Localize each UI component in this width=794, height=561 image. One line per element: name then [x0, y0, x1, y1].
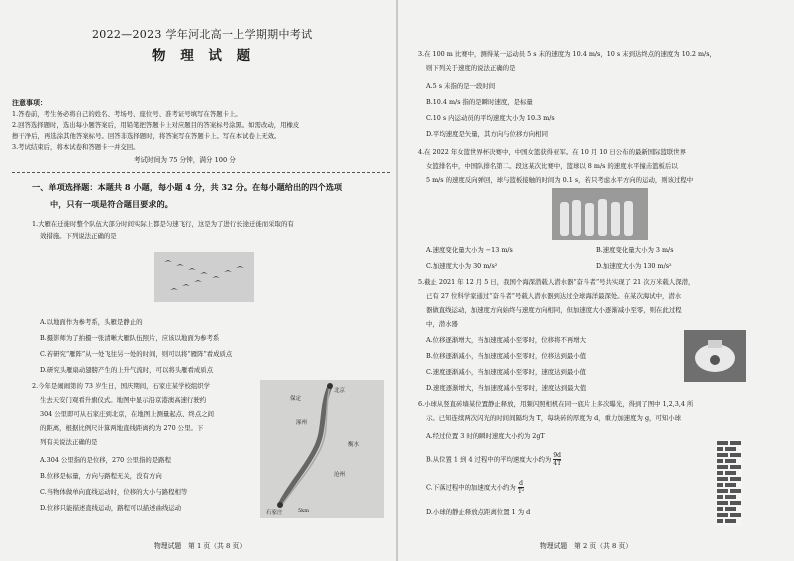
note-line: 擦干净后，再选涂其他答案标号。回答非选择题时，将答案写在答题卡上。写在本试卷上无效。	[12, 132, 281, 140]
q4-option-c: C.加速度大小为 30 m/s²	[426, 262, 498, 270]
question-5-line: 已有 27 位科学家通过“奋斗者”号载人潜水器到达过全球海洋最深处。在某次海试中，潜水	[426, 292, 682, 300]
page-2	[400, 0, 790, 561]
q6-option-b	[426, 452, 561, 467]
question-2: 2.今年是闹闹第的 73 岁生日，国庆期间，石家庄某学校组织学	[32, 382, 211, 390]
q6-option-b-fraction	[553, 452, 561, 467]
page-fold	[396, 0, 398, 561]
fraction-denominator: T²	[517, 488, 525, 495]
question-6-cont: 示。已知连续两次闪光的时间间隔均为 T，每块砖的厚度为 d，重力加速度为 g，可知小球	[426, 414, 681, 422]
map-label-shijiazhuang: 石家庄	[266, 510, 283, 516]
q1-option-c: C.若研究“雁阵”从一处飞往另一处的时间，则可以将“雁阵”看成质点	[40, 350, 233, 358]
q2-option-b: B.位移是标量，方向与路程无关，没有方向	[40, 472, 162, 480]
q6-option-a: A.经过位置 3 时的瞬时速度大小约为 2gT	[426, 432, 545, 440]
q1-option-a: A.以地面作为参考系，头雁是静止的	[40, 318, 143, 326]
question-2-line: 列有关说法正确的是	[40, 438, 98, 446]
route-map	[260, 380, 384, 518]
notes-heading: 注意事项：	[12, 98, 47, 107]
map-label-hengshui: 衡水	[348, 442, 360, 448]
question-5-line: 中，潜水器	[426, 320, 458, 328]
question-4-line: 5 m/s 的速度反向弹回，球与篮板接触的时间为 0.1 s，若只考虑水平方向的运动，则该过程中	[426, 176, 694, 184]
page-footer-1: 物理试题 第 1 页（共 8 页）	[154, 542, 247, 550]
geese-flock	[164, 260, 244, 290]
end-point-icon	[277, 502, 283, 508]
submersible-image	[684, 330, 746, 382]
wild-geese-image	[154, 252, 254, 302]
question-1: 1.大雁在迁徙时整个队伍大部分时间实际上都是匀速飞行，这是为了进行长途迁徙而采取的有	[32, 220, 294, 228]
basketball-team-image	[552, 188, 648, 240]
q3-option-b: B.10.4 m/s 指的是瞬时速度，是标量	[426, 98, 533, 106]
question-3: 3.在 100 m 比赛中，测得某一运动员 5 s 末的速度为 10.4 m/s，10 s 末到达终点的速度为 10.2 m/s，	[418, 50, 716, 58]
q5-option-c: C.速度逐渐减小，当加速度减小至零时，速度达到最小值	[426, 368, 587, 376]
section-heading: 一、单项选择题：本题共 8 小题，每小题 4 分，共 32 分。在每小题给出的四个选项	[32, 182, 343, 192]
q6-option-c-text: C.下落过程中的加速度大小约为	[426, 483, 516, 492]
q1-option-d: D.研究头雁扇动翅膀产生的上升气流时，可以将头雁看成质点	[40, 366, 214, 374]
q4-option-d: D.加速度大小为 130 m/s²	[596, 262, 672, 270]
q2-option-d: D.位移只能描述直线运动，路程可以描述曲线运动	[40, 504, 182, 512]
q6-option-c	[426, 480, 524, 495]
q3-option-a: A.5 s 末指的是一段时间	[426, 82, 496, 90]
map-label-zhuozhou: 涿州	[296, 420, 308, 426]
question-6: 6.小球从竖直砖墙某位置静止释放，用频闪照相机在同一底片上多次曝光，得到了图中 1,2,3,4 所	[418, 400, 694, 408]
question-2-line: 的距离，根据比例尺计算两地直线距离约为 270 公里。下	[40, 424, 204, 432]
question-1-cont: 效措施。下列说法正确的是	[40, 232, 117, 240]
q4-option-b: B.速度变化量大小为 3 m/s	[596, 246, 674, 254]
note-line: 3.考试结束后，将本试卷和答题卡一并交回。	[12, 143, 140, 151]
map-label-beijing: 北京	[334, 388, 346, 394]
fraction-numerator: 9d	[553, 452, 562, 459]
map-label-cangzhou: 沧州	[334, 472, 346, 478]
exam-title: 2022—2023 学年河北高一上学期期中考试	[92, 28, 313, 41]
page-1	[4, 0, 396, 561]
q3-option-c: C.10 s 内运动员的平均速度大小为 10.3 m/s	[426, 114, 555, 122]
question-3-cont: 则下列关于速度的说法正确的是	[426, 64, 516, 72]
q5-option-b: B.位移逐渐减小，当加速度减小至零时，位移达到最小值	[426, 352, 587, 360]
q5-option-d: D.速度逐渐增大，当加速度减小至零时，速度达到最大值	[426, 384, 587, 392]
brick-wall-diagram	[716, 440, 742, 526]
question-5-line: 器做直线运动，加速度方向始终与速度方向相同，但加速度大小逐渐减小至零，则在此过程	[426, 306, 682, 314]
section-heading-cont: 中，只有一项是符合题目要求的。	[50, 199, 173, 209]
q4-option-a: A.速度变化量大小为 −13 m/s	[426, 246, 513, 254]
q6-option-d: D.小球的静止释放点距离位置 1 为 d	[426, 508, 531, 516]
exam-time-info: 考试时间为 75 分钟，满分 100 分	[134, 156, 236, 164]
question-4-line: 女篮排名中，中国队排名第二。段这某次比赛中，篮球以 8 m/s 的速度水平撞击篮板后以	[426, 162, 678, 170]
q6-option-c-fraction	[518, 480, 524, 495]
start-point-icon	[327, 383, 333, 389]
question-4: 4.在 2022 年女篮世界杯决赛中，中国女篮获得亚军。在 10 月 10 日公布的最新国际篮联世界	[418, 148, 687, 156]
question-5: 5.截止 2021 年 12 月 5 日，我国个海深潜载人潜水器“奋斗者”号共实现了 21 次万米载人深潜，	[418, 278, 695, 286]
q2-option-c: C.当物体做单向直线运动时，位移的大小与路程相等	[40, 488, 188, 496]
exam-subject: 物 理 试 题	[152, 48, 256, 64]
q2-option-a: A.304 公里指的是位移，270 公里指的是路程	[40, 456, 171, 464]
fraction-numerator: d	[519, 480, 523, 487]
map-label-baoding: 保定	[290, 396, 302, 402]
q6-option-b-text: B.从位置 1 到 4 过程中的平均速度大小约为	[426, 455, 552, 464]
q3-option-d: D.平均速度是矢量，其方向与位移方向相同	[426, 130, 548, 138]
map-scale-label: 5km	[298, 508, 309, 514]
page-footer-2: 物理试题 第 2 页（共 8 页）	[540, 542, 633, 550]
note-line: 1.答卷前，考生务必将自己的姓名、考场号、座位号、准考证号填写在答题卡上。	[12, 110, 242, 118]
q1-option-b: B.摄影师为了拍摄一张清晰大雁队伍照片，应该以地面为参考系	[40, 334, 220, 342]
fraction-denominator: 4T	[553, 460, 562, 467]
question-2-line: 304 公里即可从石家庄到北京，在地图上测量起点、终点之间	[40, 410, 214, 418]
question-2-line: 生去天安门观看升旗仪式。地图中显示沿京港澳高速行驶约	[40, 396, 207, 404]
note-line: 2.回答选择题时，选出每小题答案后，用铅笔把答题卡上对应题目的答案标号涂黑。如需改动，用橡皮	[12, 121, 300, 129]
divider	[12, 172, 390, 173]
q5-option-a: A.位移逐渐增大，当加速度减小至零时，位移将不再增大	[426, 336, 587, 344]
